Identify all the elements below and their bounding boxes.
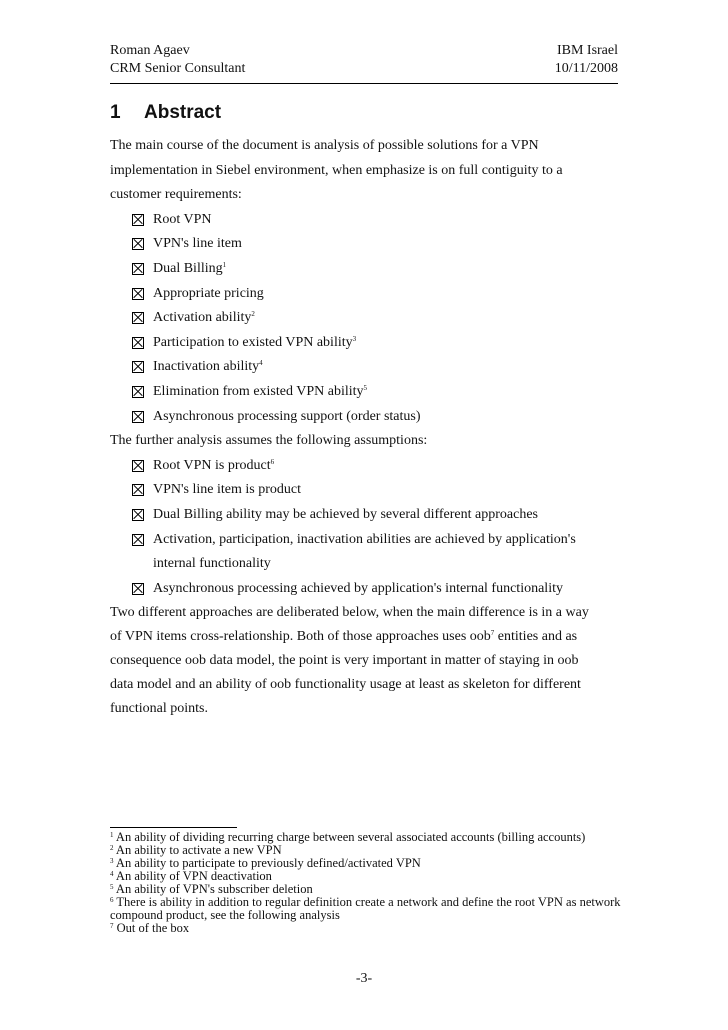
list-item: Participation to existed VPN ability$^3$ (132, 331, 620, 356)
footnote: $^1$ An ability of dividing recurring charge between several associated accounts (billing accounts) (110, 830, 586, 844)
footnote: $^3$ An ability to participate to previously defined/activated VPN (110, 856, 421, 870)
list-item: VPN's line item (132, 232, 620, 257)
author-role: CRM Senior Consultant (110, 61, 246, 76)
assumptions-list (110, 454, 620, 602)
checkbox-x-icon (132, 238, 144, 250)
closing-line: functional points. (110, 701, 208, 717)
checkbox-x-icon (132, 509, 144, 521)
document-date: 10/11/2008 (554, 61, 618, 76)
checkbox-x-icon (132, 534, 144, 546)
company-name: IBM Israel (556, 43, 618, 58)
list-item: Activation, participation, inactivation abilities are achieved by application's internal functionality (132, 528, 620, 577)
list-item: Inactivation ability$^4$ (132, 355, 620, 380)
list-item: Appropriate pricing (132, 282, 620, 307)
closing-paragraph (110, 601, 620, 721)
checkbox-x-icon (132, 583, 144, 595)
footnote: $^7$ Out of the box (110, 921, 190, 935)
checkbox-x-icon (132, 288, 144, 300)
list-item: VPN's line item is product (132, 478, 620, 503)
checkbox-x-icon (132, 337, 144, 349)
checkbox-x-icon (132, 214, 144, 226)
footnote-ref[interactable]: 3 (352, 334, 357, 343)
closing-line: consequence oob data model, the point is very important in matter of staying in oob (110, 653, 579, 669)
intro-line: implementation in Siebel environment, when emphasize is on full contiguity to a (110, 162, 563, 178)
page-number: -3- (355, 971, 373, 986)
checkbox-x-icon (132, 263, 144, 275)
checkbox-x-icon (132, 386, 144, 398)
section-heading (110, 101, 221, 125)
footnote: $^4$ An ability of VPN deactivation (110, 869, 272, 883)
header-right (555, 42, 618, 78)
section-title: Abstract (144, 102, 222, 123)
requirements-list (110, 208, 620, 429)
footnote: $^6$ There is ability in addition to regular definition create a network and define the root VPN as network compound product, see the following analysis (110, 895, 621, 922)
checkbox-x-icon (132, 411, 144, 423)
closing-line: Two different approaches are deliberated below, when the main difference is in a way (110, 605, 589, 621)
checkbox-x-icon (132, 312, 144, 324)
checkbox-x-icon (132, 460, 144, 472)
footnote-divider (110, 827, 237, 828)
footnote-ref[interactable]: 5 (363, 383, 367, 392)
closing-line: data model and an ability of oob functionality usage at least as skeleton for different (110, 677, 581, 693)
footnote-ref[interactable]: 6 (270, 457, 275, 466)
list-item: Elimination from existed VPN ability$^5$ (132, 380, 620, 405)
header-divider (110, 83, 618, 84)
footnote-ref[interactable]: 2 (251, 310, 255, 319)
intro-line: customer requirements: (110, 187, 242, 203)
checkbox-x-icon (132, 484, 144, 496)
list-item: Activation ability$^2$ (132, 306, 620, 331)
list-item: Dual Billing$^1$ (132, 257, 620, 282)
list-item: Asynchronous processing achieved by application's internal functionality (132, 577, 620, 602)
list-item: Root VPN is product$^6$ (132, 454, 620, 479)
footnote-ref[interactable]: 1 (222, 260, 227, 269)
list-item: Dual Billing ability may be achieved by several different approaches (132, 503, 620, 528)
intro-line: The main course of the document is analysis of possible solutions for a VPN (110, 138, 539, 153)
footnote-ref[interactable]: 7 (490, 629, 495, 638)
footnote: $^2$ An ability to activate a new VPN (110, 843, 282, 857)
author-name: Roman Agaev (110, 43, 190, 58)
list-item: Asynchronous processing support (order status) (132, 405, 620, 430)
section-number: 1 (110, 102, 121, 123)
list-item: Root VPN (132, 208, 620, 233)
header-left (110, 42, 245, 78)
footnote-ref[interactable]: 4 (259, 359, 263, 368)
assumptions-intro: The further analysis assumes the following assumptions: (110, 433, 428, 449)
checkbox-x-icon (132, 361, 144, 373)
footnotes (110, 831, 626, 935)
footnote: $^5$ An ability of VPN's subscriber deletion (110, 882, 313, 896)
closing-line: of VPN items cross-relationship. Both of those approaches uses oob$^7$ entities and as (110, 629, 578, 645)
document-body (110, 134, 620, 721)
